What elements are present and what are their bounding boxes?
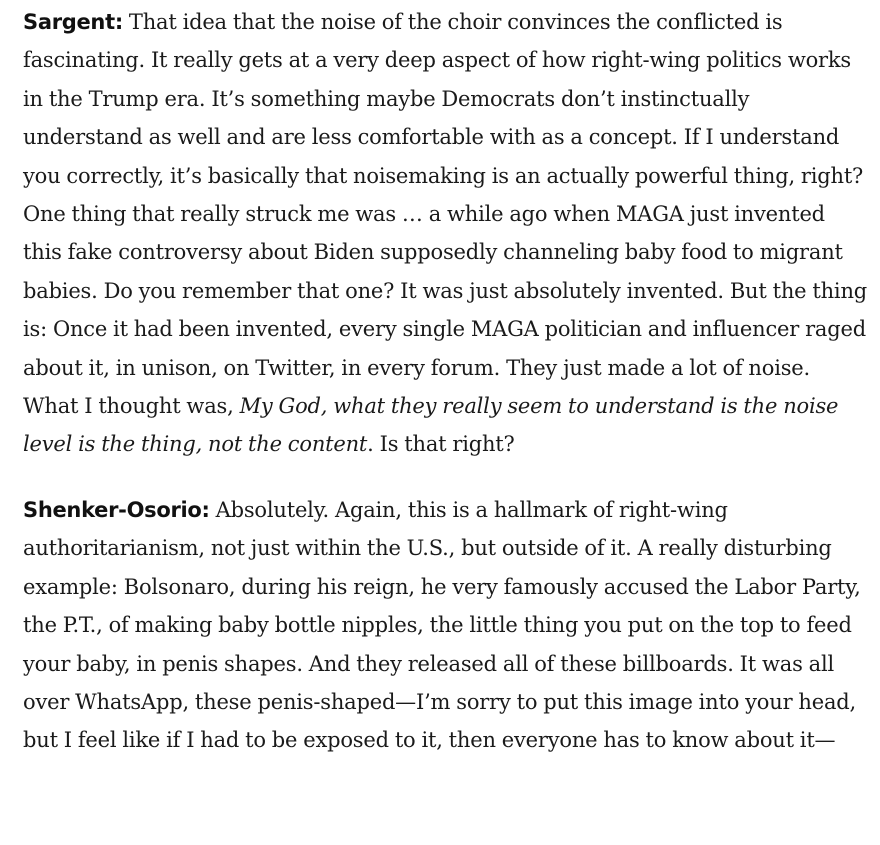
article-body bbox=[23, 3, 869, 787]
italic-quote: My God, what they really seem to understand is the noise level is the thing, not the content bbox=[23, 394, 839, 457]
interview-paragraph-shenker-osorio bbox=[23, 491, 869, 760]
paragraph-text-end: . Is that right? bbox=[367, 432, 515, 457]
paragraph-text: That idea that the noise of the choir convinces the conflicted is fascinating. It really gets at a very deep aspect of how right-wing politics works in the Trump era. It’s something maybe Democrats don’t instinctually understand as well and are less comfortable with as a concept. If I understand you correctly, it’s basically that noisemaking is an actually powerful thing, right? One thing that really struck me was … a while ago when MAGA just invented this fake controversy about Biden supposedly channeling baby food to migrant babies. Do you remember that one? It was just absolutely invented. But the thing is: Once it had been invented, every single MAGA politician and influencer raged about it, in unison, on Twitter, in every forum. They just made a lot of noise. What I thought was, bbox=[23, 10, 868, 419]
speaker-name: Shenker-Osorio: bbox=[23, 497, 210, 522]
paragraph-text: Absolutely. Again, this is a hallmark of right-wing authoritarianism, not just within the U.S., but outside of it. A really disturbing example: Bolsonaro, during his reign, he very famously accused the Labor Party, the P.T., of making baby bottle nipples, the little thing you put on the top to feed your baby, in penis shapes. And they released all of these billboards. It was all over WhatsApp, these penis-shaped—I’m sorry to put this image into your head, but I feel like if I had to be exposed to it, then everyone has to know about it— bbox=[23, 497, 861, 753]
interview-paragraph-sargent bbox=[23, 3, 869, 464]
speaker-name: Sargent: bbox=[23, 10, 123, 34]
